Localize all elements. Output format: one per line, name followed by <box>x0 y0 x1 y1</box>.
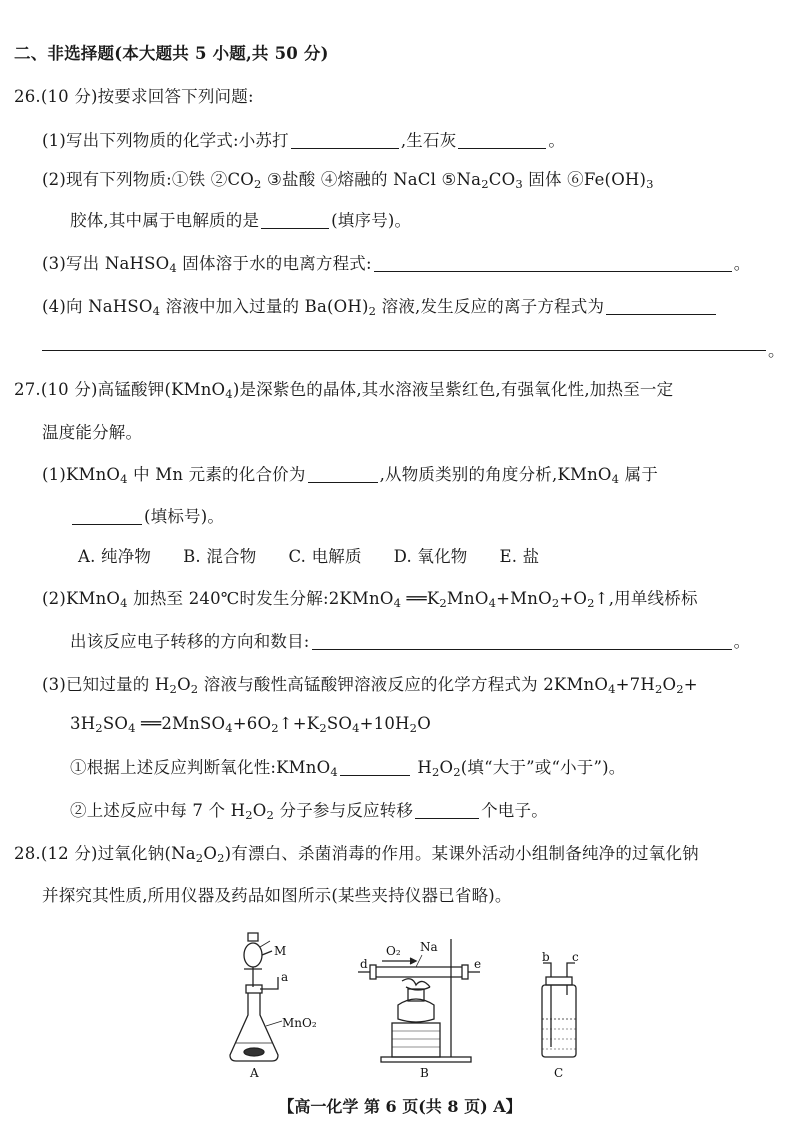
answer-blank[interactable] <box>606 298 716 315</box>
q26-part1: (1)写出下列物质的化学式:小苏打 ,生石灰 。 <box>42 131 566 150</box>
q27-part2-line1: (2)KMnO$_4$ 加热至 240℃时发生分解:2KMnO$_4$ $══K_2MnO_4+MnO_2+O_2↑$,用单线桥标 <box>42 589 698 610</box>
q28-stem-line1: 28.(12 分)过氧化钠$(Na_2O_2)$有漂白、杀菌消毒的作用。某课外活动小组制备纯净的过氧化钠 <box>14 844 699 865</box>
q27-part2-line2: 出该反应电子转移的方向和数目: 。 <box>70 632 751 651</box>
q26-part4: (4)向 NaHSO$_4$ 溶液中加入过量的 $Ba(OH)_2$ 溶液,发生反应的离子方程式为 <box>42 296 718 322</box>
answer-blank[interactable] <box>374 255 732 272</box>
q27-part3-line2: $3H_2SO_4$ $══2MnSO_4+6O_2↑+K_2SO_4+10H_2O$ <box>70 714 431 735</box>
label-mno2: MnO₂ <box>282 1016 317 1030</box>
apparatus-b <box>358 939 480 1062</box>
q27-part1-line1: (1)KMnO$_4$ 中 Mn 元素的化合价为 ,从物质类别的角度分析,KMnO$_4$ 属于 <box>42 465 659 486</box>
label-na: Na <box>420 940 438 954</box>
q27-part3-line1: (3)已知过量的 $H_2O_2$ 溶液与酸性高锰酸钾溶液反应的化学方程式为 $2KMnO_4+7H_2O_2+$ <box>42 675 698 696</box>
option-c[interactable]: C. 电解质 <box>288 547 362 566</box>
answer-blank[interactable] <box>261 212 329 229</box>
apparatus-c <box>542 963 576 1057</box>
page-footer: 【高一化学 第 6 页(共 8 页) A】 <box>278 1097 522 1116</box>
option-d[interactable]: D. 氧化物 <box>393 547 468 566</box>
q26-stem: 26.(10 分)按要求回答下列问题: <box>14 87 254 106</box>
answer-blank[interactable] <box>312 633 732 650</box>
label-o2: O₂ <box>386 944 401 958</box>
label-m: M <box>274 944 287 958</box>
q26-part3: (3)写出 NaHSO$_4$ 固体溶于水的电离方程式: 。 <box>42 254 751 275</box>
q27-options <box>78 546 571 568</box>
answer-blank[interactable] <box>72 508 142 525</box>
option-e[interactable]: E. 盐 <box>499 547 540 566</box>
q27-part1-line2: (填标号)。 <box>70 506 224 528</box>
answer-blank[interactable] <box>340 759 410 776</box>
label-apparatus-a: A <box>250 1066 259 1080</box>
label-c: c <box>572 950 579 964</box>
answer-blank[interactable] <box>458 132 546 149</box>
q26-part2-line1: (2)现有下列物质:①铁 $②CO_2$ ③盐酸 ④熔融的 NaCl $⑤Na_2CO_3$ 固体 $⑥Fe(OH)_3$ <box>42 170 654 191</box>
label-apparatus-c: C <box>554 1066 564 1080</box>
answer-line[interactable] <box>42 350 766 351</box>
section-header: 二、非选择题(本大题共 5 小题,共 50 分) <box>14 44 329 63</box>
label-a: a <box>281 970 289 984</box>
option-a[interactable]: A. 纯净物 <box>78 547 152 566</box>
answer-blank[interactable] <box>308 466 378 483</box>
apparatus-figure <box>226 925 606 1083</box>
label-d: d <box>360 957 368 971</box>
label-b: b <box>542 950 550 964</box>
option-b[interactable]: B. 混合物 <box>183 547 257 566</box>
q27-part3-sub1: ①根据上述反应判断氧化性:KMnO$_4$ $H_2O_2$(填“大于”或“小于”)。 <box>70 758 626 779</box>
period: 。 <box>768 341 785 360</box>
answer-blank[interactable] <box>415 802 479 819</box>
label-apparatus-b: B <box>420 1066 429 1080</box>
answer-blank[interactable] <box>291 132 399 149</box>
q28-stem-line2: 并探究其性质,所用仪器及药品如图所示(某些夹持仪器已省略)。 <box>42 886 512 905</box>
q27-stem-line2: 温度能分解。 <box>42 423 143 442</box>
q27-part3-sub2: ②上述反应中每 7 个 $H_2O_2$ 分子参与反应转移 个电子。 <box>70 801 548 822</box>
q27-stem-line1: 27.(10 分)高锰酸钾(KMnO$_4$)是深紫色的晶体,其水溶液呈紫红色,有强氧化性,加热至一定 <box>14 380 674 401</box>
label-e: e <box>474 957 482 971</box>
q26-part2-line2: 胶体,其中属于电解质的是 (填序号)。 <box>70 211 412 230</box>
